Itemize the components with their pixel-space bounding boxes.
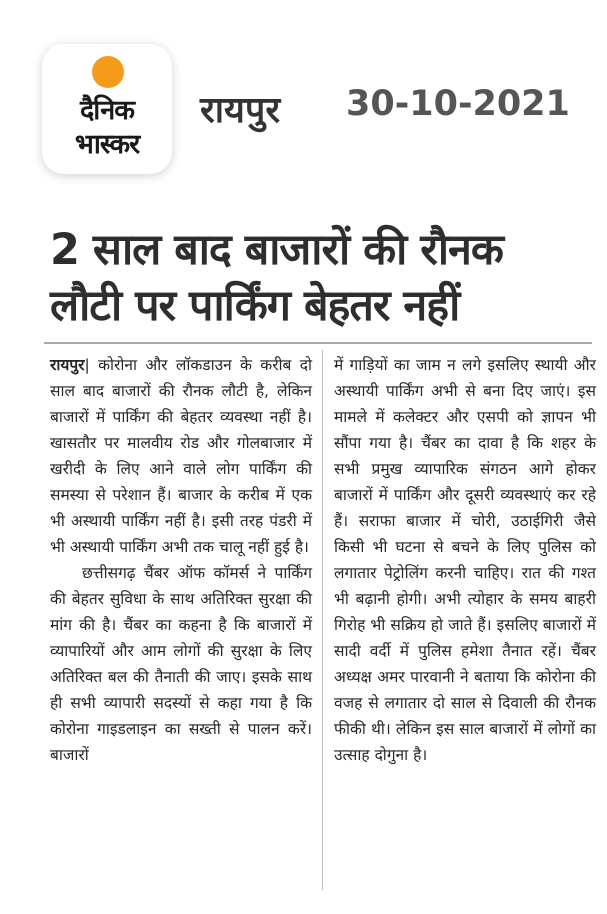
dateline: रायपुर: [50, 356, 85, 374]
article-column-left: [50, 352, 312, 768]
article-column-right: [334, 352, 596, 768]
newspaper-logo: [42, 44, 172, 174]
dateline-separator: |: [84, 356, 99, 374]
sun-icon: [92, 56, 124, 88]
headline-line-2: लौटी पर पार्किंग बेहतर नहीं: [50, 281, 460, 331]
paragraph-text: कोरोना और लॉकडाउन के करीब दो साल बाद बाजारों की रौनक लौटी है, लेकिन बाजारों में पार्किंग की बेहतर व्यवस्था नहीं है। खासतौर पर मालवीय रोड और गोलबाजार में खरीदी के लिए आने वाले लोग पार्किंग की समस्या से परेशान हैं। बाजार के करीब में एक भी अस्थायी पार्किंग नहीं है। इसी तरह पंडरी में भी अस्थायी पार्किंग अभी तक चालू नहीं हुई है।: [50, 356, 312, 556]
masthead: [0, 0, 607, 200]
logo-text-line1: दैनिक: [79, 95, 135, 126]
logo-text-line2: भास्कर: [74, 129, 140, 160]
article-headline: [50, 222, 590, 334]
edition-city: रायपुर: [200, 90, 281, 131]
edition-date: 30-10-2021: [346, 84, 570, 124]
article-paragraph: में गाड़ियों का जाम न लगे इसलिए स्थायी और अस्थायी पार्किंग अभी से बना दिए जाएं। इस मामले में कलेक्टर और एसपी को ज्ञापन भी सौंपा गया है। चैंबर का दावा है कि शहर के सभी प्रमुख व्यापारिक संगठन आगे होकर बाजारों में पार्किंग और दूसरी व्यवस्थाएं कर रहे हैं। सराफा बाजार में चोरी, उठाईगिरी जैसे किसी भी घटना से बचने के लिए पुलिस को लगातार पेट्रोलिंग करनी चाहिए। रात की गश्त भी बढ़ानी होगी। अभी त्योहार के समय बाहरी गिरोह भी सक्रिय हो जाते हैं। इसलिए बाजारों में सादी वर्दी में पुलिस हमेशा तैनात रहें। चैंबर अध्यक्ष अमर पारवानी ने बताया कि कोरोना की वजह से लगातार दो साल से दिवाली की रौनक फीकी थी। लेकिन इस साल बाजारों में लोगों का उत्साह दोगुना है।: [334, 356, 596, 764]
headline-line-1: 2 साल बाद बाजारों की रौनक: [50, 225, 503, 275]
article-paragraph: छत्तीसगढ़ चैंबर ऑफ कॉमर्स ने पार्किंग की बेहतर सुविधा के साथ अतिरिक्त सुरक्षा की मांग की है। चैंबर का कहना है कि बाजारों में व्यापारियों और आम लोगों की सुरक्षा के लिए अतिरिक्त बल की तैनाती की जाए। इसके साथ ही सभी व्यापारी सदस्यों से कहा गया है कि कोरोना गाइडलाइन का सख्ती से पालन करें। बाजारों: [50, 564, 312, 764]
column-divider: [322, 350, 323, 890]
headline-rule: [44, 342, 592, 344]
article-paragraph: [50, 352, 312, 560]
